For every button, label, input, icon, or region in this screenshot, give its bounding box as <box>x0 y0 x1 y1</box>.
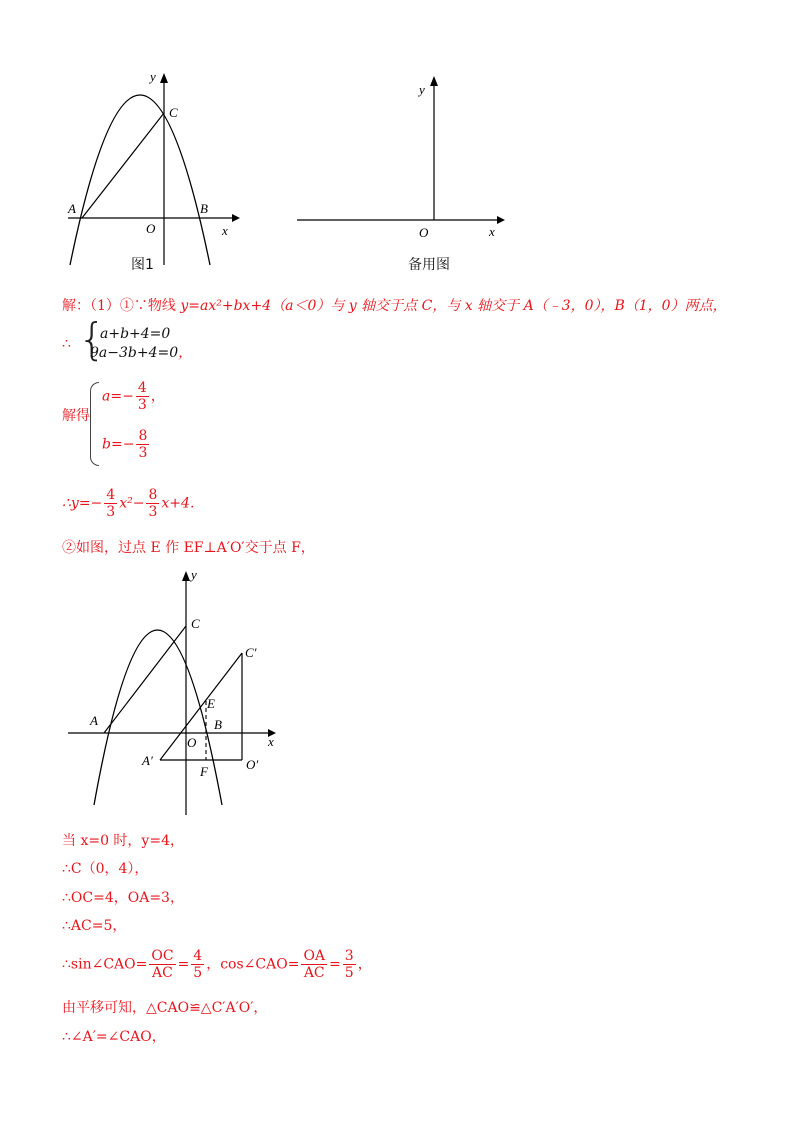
step5-num4: 3 <box>344 948 354 964</box>
step5-den1: AC <box>152 965 173 981</box>
backup-caption: 备用图 <box>408 257 450 273</box>
circle-one: ① <box>119 298 134 314</box>
fig2-line-ac <box>104 626 186 733</box>
figure-1 <box>60 65 250 270</box>
step5-num1: OC <box>151 948 174 964</box>
step5-eq-2: = <box>329 956 341 973</box>
step5-mid: ，cos∠CAO= <box>206 956 300 973</box>
sol-a-num: 4 <box>137 380 147 396</box>
step5-num2: 4 <box>193 948 203 964</box>
step5-num3: OA <box>303 948 326 964</box>
result-num1: 4 <box>106 487 116 503</box>
sol-a <box>102 380 165 413</box>
step-3: ∴OC=4，OA=3， <box>62 890 184 906</box>
fig1-label-o: O <box>146 221 156 236</box>
backup-label-x: x <box>489 224 495 239</box>
sol-b-num: 8 <box>138 428 148 444</box>
solution-intro <box>62 296 727 316</box>
fig2-label-a1: A′ <box>142 753 153 768</box>
step5-den3: AC <box>303 965 325 981</box>
sol-b <box>102 428 151 461</box>
sol-a-tail: ， <box>150 388 165 405</box>
part2-line: ②如图，过点 E 作 EF⊥A′O′交于点 F， <box>62 540 315 556</box>
therefore-sign-1: ∴ <box>62 336 71 352</box>
sol-a-frac <box>136 380 149 413</box>
system-eq-2-text: 9a−3b+4=0 <box>90 345 179 361</box>
step5-frac-4 <box>343 948 356 981</box>
backup-y-arrow <box>430 76 438 86</box>
step-7: ∴∠A′=∠CAO， <box>62 1029 166 1045</box>
figure-backup <box>295 72 515 247</box>
fig1-label-c: C <box>169 105 178 120</box>
step5-den4: 5 <box>344 965 354 981</box>
fig1-label-y: y <box>150 69 156 84</box>
result-den1: 3 <box>106 504 116 520</box>
system-comma: ， <box>178 345 193 361</box>
result-num2: 8 <box>148 487 158 503</box>
backup-x-arrow <box>497 216 505 224</box>
step5-eq-1: = <box>177 956 190 973</box>
step-1: 当 x=0 时，y=4， <box>62 833 184 849</box>
backup-label-o: O <box>419 225 429 240</box>
fig1-y-arrow <box>160 73 168 83</box>
fig2-label-b: B <box>214 717 222 732</box>
fig2-label-y: y <box>191 567 197 582</box>
result-tail: x+4． <box>161 495 204 512</box>
intro-text: ∵物线 <box>133 298 176 314</box>
step5-prefix: ∴sin∠CAO= <box>62 956 148 973</box>
fig1-parabola <box>70 95 210 265</box>
step-2: ∴C（0，4）， <box>62 861 149 877</box>
step5-frac-1 <box>149 948 175 981</box>
intro-prefix: 解：（1） <box>62 298 120 314</box>
step-4: ∴AC=5， <box>62 918 127 934</box>
fig1-label-a: A <box>68 201 76 216</box>
solve-brace <box>90 382 99 466</box>
step5-tail: ， <box>357 956 372 973</box>
sol-b-frac <box>136 428 149 461</box>
fig2-label-c1: C′ <box>245 645 257 660</box>
solve-label: 解得 <box>62 408 90 424</box>
result-line <box>62 487 204 520</box>
step-6: 由平移可知，△CAO≌△C′A′O′， <box>62 1000 268 1016</box>
figure-2 <box>60 565 290 820</box>
step5-den2: 5 <box>193 965 203 981</box>
fig1-label-b: B <box>200 201 208 216</box>
fig2-label-x: x <box>268 734 274 749</box>
system-brace: { <box>78 314 106 365</box>
sol-a-lhs: a=− <box>102 388 134 405</box>
fig2-y-arrow <box>182 571 190 581</box>
sol-b-lhs: b=− <box>102 436 135 453</box>
result-frac-2 <box>146 487 159 520</box>
result-frac-1 <box>104 487 117 520</box>
fig2-label-o1: O′ <box>246 757 259 772</box>
fig2-label-c: C <box>191 616 200 631</box>
step5-frac-2 <box>191 948 204 981</box>
result-mid: x²− <box>119 495 145 512</box>
fig1-caption: 图1 <box>131 257 154 273</box>
system-eq-1: a+b+4=0 <box>100 326 171 342</box>
fig2-line-a1c1 <box>160 653 242 760</box>
fig2-label-f: F <box>200 764 208 779</box>
sol-b-den: 3 <box>138 445 148 461</box>
step5-frac-3 <box>301 948 327 981</box>
fig2-label-e: E <box>207 696 215 711</box>
sol-a-den: 3 <box>137 397 147 413</box>
fig1-label-x: x <box>222 223 228 238</box>
result-prefix: ∴y=− <box>62 495 103 512</box>
step-5 <box>62 948 372 981</box>
fig1-x-arrow <box>232 214 240 222</box>
result-den2: 3 <box>148 504 158 520</box>
intro-equation: y=ax²+bx+4（a＜0）与 y 轴交于点 C，与 x 轴交于 A（﹣3，0），B（1，0）两点， <box>180 298 727 314</box>
fig2-label-o: O <box>187 735 197 750</box>
system-eq-2 <box>90 343 192 363</box>
fig2-label-a: A <box>90 713 98 728</box>
backup-label-y: y <box>419 82 425 97</box>
